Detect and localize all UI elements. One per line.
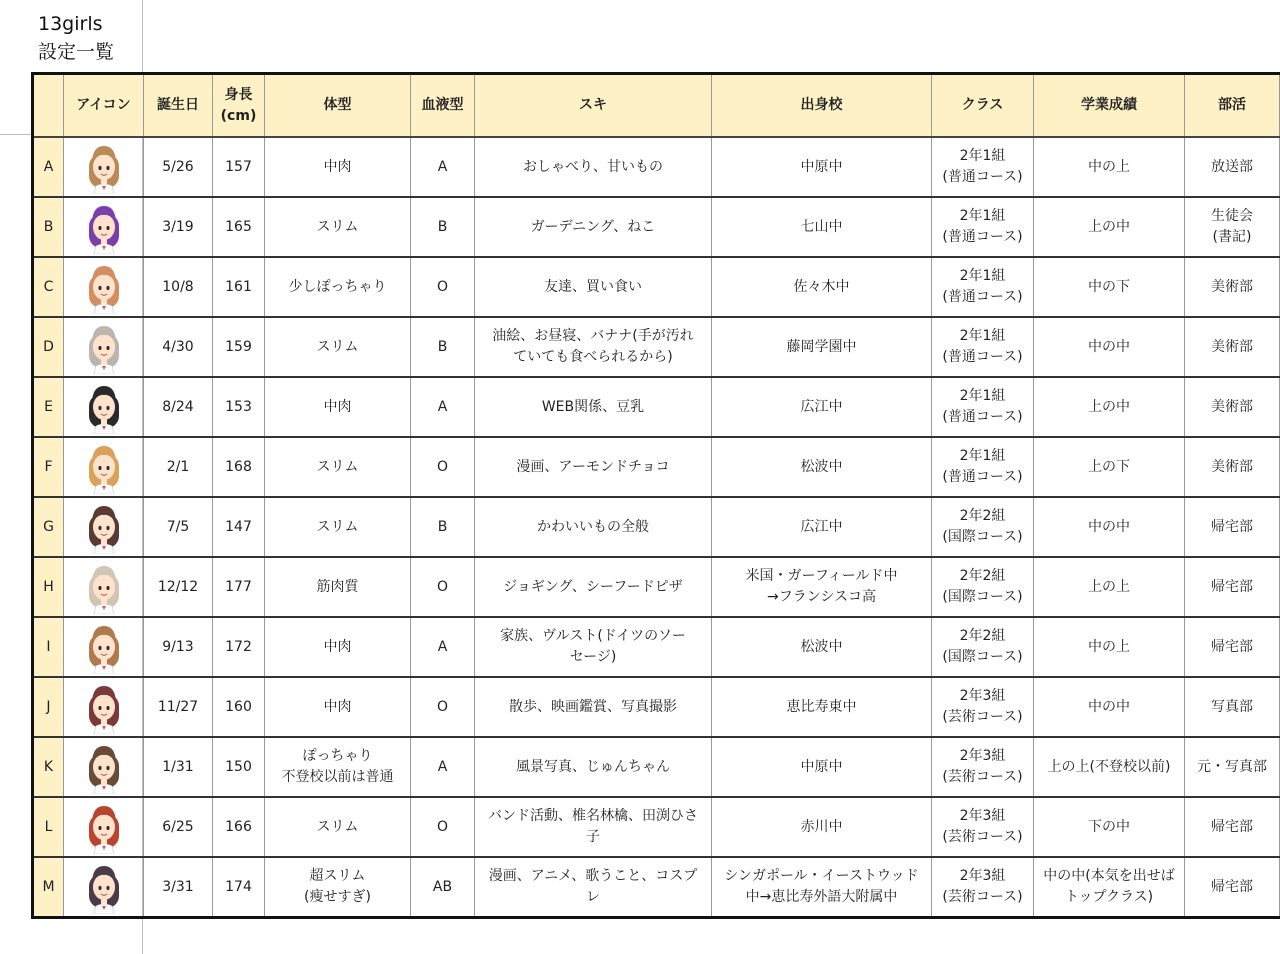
class-cell-line: 2年3組 bbox=[959, 688, 1006, 704]
header-birthday: 誕生日 bbox=[144, 74, 213, 138]
girl-k-avatar-icon bbox=[80, 740, 128, 794]
build-cell-line: 筋肉質 bbox=[316, 578, 359, 595]
height-cell: 177 bbox=[213, 557, 265, 617]
class-cell-line: 2年1組 bbox=[959, 328, 1006, 344]
likes-cell-line: 家族、ヴルスト(ドイツのソー bbox=[500, 628, 686, 644]
likes-cell bbox=[475, 137, 712, 197]
header-likes: スキ bbox=[475, 74, 712, 138]
class-cell bbox=[932, 737, 1034, 797]
class-cell-line: 2年3組 bbox=[959, 748, 1006, 764]
class-cell bbox=[932, 617, 1034, 677]
birthday-cell: 12/12 bbox=[144, 557, 213, 617]
likes-cell-line: レ bbox=[586, 889, 600, 905]
class-cell bbox=[932, 137, 1034, 197]
school-cell bbox=[712, 137, 932, 197]
grades-cell-line: 中の中 bbox=[1088, 698, 1130, 715]
grades-cell bbox=[1034, 797, 1185, 857]
grades-cell-line: 中の上 bbox=[1088, 158, 1130, 175]
grades-cell-line: トップクラス) bbox=[1064, 889, 1154, 905]
icon-cell bbox=[64, 497, 144, 557]
birthday-cell: 6/25 bbox=[144, 797, 213, 857]
school-cell bbox=[712, 257, 932, 317]
school-cell-line: 中原中 bbox=[800, 158, 843, 175]
class-cell-line: 2年1組 bbox=[959, 148, 1006, 164]
grades-cell-line: 中の中 bbox=[1088, 338, 1130, 355]
grades-cell-line: 中の中 bbox=[1088, 518, 1130, 535]
row-id-cell: L bbox=[33, 797, 64, 857]
row-id-cell: J bbox=[33, 677, 64, 737]
class-cell bbox=[932, 557, 1034, 617]
title-line-2: 設定一覧 bbox=[38, 41, 115, 63]
birthday-cell: 5/26 bbox=[144, 137, 213, 197]
blood-cell: O bbox=[411, 257, 475, 317]
school-cell-line: 広江中 bbox=[800, 398, 843, 415]
grades-cell bbox=[1034, 677, 1185, 737]
likes-cell bbox=[475, 437, 712, 497]
likes-cell bbox=[475, 317, 712, 377]
school-cell bbox=[712, 437, 932, 497]
class-cell-line: (普通コース) bbox=[942, 229, 1023, 245]
class-cell bbox=[932, 797, 1034, 857]
birthday-cell: 1/31 bbox=[144, 737, 213, 797]
build-cell-line: (痩せすぎ) bbox=[304, 889, 371, 905]
club-cell bbox=[1185, 257, 1280, 317]
class-cell bbox=[932, 857, 1034, 918]
blood-cell: B bbox=[411, 497, 475, 557]
table-row bbox=[33, 317, 1280, 377]
club-cell-line: 生徒会 bbox=[1211, 208, 1253, 224]
table-row bbox=[33, 617, 1280, 677]
class-cell bbox=[932, 497, 1034, 557]
school-cell bbox=[712, 197, 932, 257]
blood-cell: A bbox=[411, 617, 475, 677]
likes-cell-line: 漫画、アニメ、歌うこと、コスプ bbox=[488, 868, 698, 884]
class-cell bbox=[932, 437, 1034, 497]
school-cell-line: シンガポール・イーストウッド bbox=[724, 868, 919, 884]
club-cell-line: 美術部 bbox=[1211, 398, 1253, 415]
build-cell-line: スリム bbox=[316, 518, 359, 535]
build-cell bbox=[265, 197, 411, 257]
girl-d-avatar-icon bbox=[80, 320, 128, 374]
header-build: 体型 bbox=[265, 74, 411, 138]
icon-cell bbox=[64, 857, 144, 918]
blood-cell: AB bbox=[411, 857, 475, 918]
likes-cell-line: ガーデニング、ねこ bbox=[530, 218, 656, 235]
likes-cell-line: 友達、買い食い bbox=[544, 278, 642, 295]
height-cell: 147 bbox=[213, 497, 265, 557]
build-cell-line: スリム bbox=[316, 458, 359, 475]
header-icon: アイコン bbox=[64, 74, 144, 138]
club-cell-line: 美術部 bbox=[1211, 278, 1253, 295]
class-cell-line: (芸術コース) bbox=[942, 829, 1023, 845]
club-cell bbox=[1185, 497, 1280, 557]
class-cell bbox=[932, 317, 1034, 377]
girl-m-avatar-icon bbox=[80, 860, 128, 914]
school-cell-line: 松波中 bbox=[800, 458, 843, 475]
build-cell bbox=[265, 377, 411, 437]
build-cell-line: 超スリム bbox=[309, 868, 366, 884]
height-cell: 150 bbox=[213, 737, 265, 797]
build-cell bbox=[265, 317, 411, 377]
girl-i-avatar-icon bbox=[80, 620, 128, 674]
school-cell-line: 米国・ガーフィールド中 bbox=[745, 568, 898, 584]
build-cell-line: 中肉 bbox=[323, 638, 352, 655]
table-row bbox=[33, 377, 1280, 437]
likes-cell-line: バンド活動、椎名林檎、田渕ひさ bbox=[488, 808, 698, 824]
school-cell-line: 松波中 bbox=[800, 638, 843, 655]
row-id-cell: A bbox=[33, 137, 64, 197]
birthday-cell: 10/8 bbox=[144, 257, 213, 317]
grades-cell-line: 上の上 bbox=[1088, 578, 1130, 595]
club-cell-line: (書記) bbox=[1212, 229, 1252, 245]
header-grades: 学業成績 bbox=[1034, 74, 1185, 138]
table-row bbox=[33, 497, 1280, 557]
icon-cell bbox=[64, 257, 144, 317]
build-cell-line: 不登校以前は普通 bbox=[281, 769, 394, 785]
club-cell bbox=[1185, 617, 1280, 677]
header-height-line-1: 身長 bbox=[224, 86, 253, 103]
build-cell-line: スリム bbox=[316, 218, 359, 235]
header-row bbox=[33, 74, 1280, 138]
club-cell bbox=[1185, 557, 1280, 617]
girl-c-avatar-icon bbox=[80, 260, 128, 314]
school-cell bbox=[712, 317, 932, 377]
icon-cell bbox=[64, 617, 144, 677]
build-cell-line: スリム bbox=[316, 818, 359, 835]
likes-cell-line: 油絵、お昼寝、バナナ(手が汚れ bbox=[492, 328, 694, 344]
build-cell-line: スリム bbox=[316, 338, 359, 355]
build-cell bbox=[265, 737, 411, 797]
club-cell bbox=[1185, 737, 1280, 797]
class-cell-line: (芸術コース) bbox=[942, 709, 1023, 725]
likes-cell bbox=[475, 557, 712, 617]
grades-cell bbox=[1034, 197, 1185, 257]
club-cell bbox=[1185, 677, 1280, 737]
class-cell-line: 2年2組 bbox=[959, 628, 1006, 644]
likes-cell bbox=[475, 737, 712, 797]
blood-cell: B bbox=[411, 317, 475, 377]
title-line-1: 13girls bbox=[38, 13, 103, 35]
build-cell bbox=[265, 857, 411, 918]
class-cell-line: 2年3組 bbox=[959, 868, 1006, 884]
birthday-cell: 3/31 bbox=[144, 857, 213, 918]
likes-cell-line: 子 bbox=[586, 829, 600, 845]
grades-cell bbox=[1034, 737, 1185, 797]
class-cell-line: 2年2組 bbox=[959, 568, 1006, 584]
grades-cell bbox=[1034, 617, 1185, 677]
girl-e-avatar-icon bbox=[80, 380, 128, 434]
grades-cell bbox=[1034, 137, 1185, 197]
likes-cell-line: セージ) bbox=[569, 649, 617, 665]
row-id-cell: D bbox=[33, 317, 64, 377]
club-cell-line: 元・写真部 bbox=[1197, 758, 1267, 775]
row-id-cell: K bbox=[33, 737, 64, 797]
build-cell bbox=[265, 677, 411, 737]
club-cell-line: 放送部 bbox=[1211, 158, 1253, 175]
girl-f-avatar-icon bbox=[80, 440, 128, 494]
class-cell bbox=[932, 377, 1034, 437]
school-cell bbox=[712, 677, 932, 737]
club-cell-line: 写真部 bbox=[1211, 698, 1253, 715]
height-cell: 174 bbox=[213, 857, 265, 918]
height-cell: 160 bbox=[213, 677, 265, 737]
school-cell-line: 赤川中 bbox=[800, 818, 843, 835]
build-cell-line: 中肉 bbox=[323, 698, 352, 715]
likes-cell bbox=[475, 797, 712, 857]
table-row bbox=[33, 737, 1280, 797]
school-cell-line: →フランシスコ高 bbox=[767, 589, 876, 605]
grades-cell-line: 上の上(不登校以前) bbox=[1047, 758, 1171, 775]
girl-b-avatar-icon bbox=[80, 200, 128, 254]
table-row bbox=[33, 677, 1280, 737]
school-cell bbox=[712, 557, 932, 617]
icon-cell bbox=[64, 797, 144, 857]
row-id-cell: F bbox=[33, 437, 64, 497]
school-cell-line: 佐々木中 bbox=[793, 278, 850, 295]
school-cell bbox=[712, 797, 932, 857]
likes-cell-line: 散歩、映画鑑賞、写真撮影 bbox=[509, 698, 677, 715]
likes-cell-line: かわいいもの全般 bbox=[537, 518, 649, 535]
character-table bbox=[31, 72, 1280, 919]
build-cell-line: 少しぽっちゃり bbox=[288, 278, 387, 295]
blood-cell: O bbox=[411, 677, 475, 737]
likes-cell bbox=[475, 617, 712, 677]
build-cell bbox=[265, 437, 411, 497]
club-cell bbox=[1185, 797, 1280, 857]
girl-j-avatar-icon bbox=[80, 680, 128, 734]
icon-cell bbox=[64, 557, 144, 617]
row-id-cell: H bbox=[33, 557, 64, 617]
grades-cell bbox=[1034, 437, 1185, 497]
club-cell-line: 帰宅部 bbox=[1211, 818, 1253, 835]
row-id-cell: C bbox=[33, 257, 64, 317]
icon-cell bbox=[64, 677, 144, 737]
grades-cell bbox=[1034, 257, 1185, 317]
club-cell bbox=[1185, 197, 1280, 257]
grades-cell-line: 中の中(本気を出せば bbox=[1043, 868, 1175, 884]
school-cell bbox=[712, 377, 932, 437]
height-cell: 165 bbox=[213, 197, 265, 257]
blood-cell: A bbox=[411, 137, 475, 197]
height-cell: 157 bbox=[213, 137, 265, 197]
club-cell-line: 帰宅部 bbox=[1211, 578, 1253, 595]
sheet-row-gridline bbox=[0, 134, 34, 135]
row-id-cell: I bbox=[33, 617, 64, 677]
row-id-cell: G bbox=[33, 497, 64, 557]
blood-cell: O bbox=[411, 797, 475, 857]
sheet-title bbox=[38, 10, 114, 66]
club-cell bbox=[1185, 137, 1280, 197]
grades-cell-line: 上の中 bbox=[1088, 218, 1130, 235]
height-cell: 172 bbox=[213, 617, 265, 677]
build-cell-line: 中肉 bbox=[323, 158, 352, 175]
build-cell bbox=[265, 497, 411, 557]
class-cell-line: (芸術コース) bbox=[942, 889, 1023, 905]
class-cell-line: (普通コース) bbox=[942, 349, 1023, 365]
club-cell bbox=[1185, 377, 1280, 437]
birthday-cell: 11/27 bbox=[144, 677, 213, 737]
grades-cell bbox=[1034, 377, 1185, 437]
likes-cell bbox=[475, 257, 712, 317]
birthday-cell: 4/30 bbox=[144, 317, 213, 377]
club-cell-line: 美術部 bbox=[1211, 458, 1253, 475]
school-cell bbox=[712, 497, 932, 557]
build-cell bbox=[265, 797, 411, 857]
row-id-cell: M bbox=[33, 857, 64, 918]
build-cell bbox=[265, 557, 411, 617]
girl-g-avatar-icon bbox=[80, 500, 128, 554]
club-cell bbox=[1185, 317, 1280, 377]
birthday-cell: 9/13 bbox=[144, 617, 213, 677]
likes-cell-line: 漫画、アーモンドチョコ bbox=[516, 458, 670, 475]
icon-cell bbox=[64, 137, 144, 197]
row-id-cell: B bbox=[33, 197, 64, 257]
club-cell-line: 帰宅部 bbox=[1211, 638, 1253, 655]
header-height-line-2: (cm) bbox=[220, 107, 257, 124]
header-height bbox=[213, 74, 265, 138]
school-cell bbox=[712, 617, 932, 677]
grades-cell-line: 中の上 bbox=[1088, 638, 1130, 655]
likes-cell bbox=[475, 857, 712, 918]
likes-cell-line: WEB関係、豆乳 bbox=[541, 398, 645, 415]
row-id-cell: E bbox=[33, 377, 64, 437]
height-cell: 153 bbox=[213, 377, 265, 437]
icon-cell bbox=[64, 737, 144, 797]
birthday-cell: 3/19 bbox=[144, 197, 213, 257]
girl-h-avatar-icon bbox=[80, 560, 128, 614]
table-row bbox=[33, 857, 1280, 918]
class-cell-line: (普通コース) bbox=[942, 169, 1023, 185]
likes-cell bbox=[475, 197, 712, 257]
birthday-cell: 2/1 bbox=[144, 437, 213, 497]
birthday-cell: 8/24 bbox=[144, 377, 213, 437]
build-cell bbox=[265, 257, 411, 317]
grades-cell bbox=[1034, 557, 1185, 617]
class-cell bbox=[932, 197, 1034, 257]
club-cell bbox=[1185, 857, 1280, 918]
header-club: 部活 bbox=[1185, 74, 1280, 138]
blood-cell: B bbox=[411, 197, 475, 257]
club-cell-line: 美術部 bbox=[1211, 338, 1253, 355]
class-cell-line: 2年1組 bbox=[959, 268, 1006, 284]
birthday-cell: 7/5 bbox=[144, 497, 213, 557]
icon-cell bbox=[64, 437, 144, 497]
blood-cell: A bbox=[411, 737, 475, 797]
grades-cell bbox=[1034, 497, 1185, 557]
club-cell-line: 帰宅部 bbox=[1211, 878, 1253, 895]
club-cell-line: 帰宅部 bbox=[1211, 518, 1253, 535]
class-cell bbox=[932, 677, 1034, 737]
icon-cell bbox=[64, 197, 144, 257]
class-cell-line: 2年1組 bbox=[959, 448, 1006, 464]
likes-cell bbox=[475, 677, 712, 737]
build-cell bbox=[265, 617, 411, 677]
table-row bbox=[33, 797, 1280, 857]
icon-cell bbox=[64, 317, 144, 377]
table-row bbox=[33, 257, 1280, 317]
grades-cell-line: 上の下 bbox=[1088, 458, 1130, 475]
grades-cell-line: 上の中 bbox=[1088, 398, 1130, 415]
likes-cell bbox=[475, 377, 712, 437]
class-cell-line: (国際コース) bbox=[942, 649, 1023, 665]
table-row bbox=[33, 137, 1280, 197]
icon-cell bbox=[64, 377, 144, 437]
class-cell-line: 2年1組 bbox=[959, 388, 1006, 404]
build-cell bbox=[265, 137, 411, 197]
header-class: クラス bbox=[932, 74, 1034, 138]
class-cell bbox=[932, 257, 1034, 317]
header-blood: 血液型 bbox=[411, 74, 475, 138]
grades-cell-line: 下の中 bbox=[1088, 818, 1130, 835]
likes-cell-line: ていても食べられるから) bbox=[513, 349, 673, 365]
grades-cell-line: 中の下 bbox=[1088, 278, 1130, 295]
class-cell-line: 2年1組 bbox=[959, 208, 1006, 224]
school-cell-line: 恵比寿東中 bbox=[786, 698, 857, 715]
likes-cell bbox=[475, 497, 712, 557]
height-cell: 159 bbox=[213, 317, 265, 377]
header-school: 出身校 bbox=[712, 74, 932, 138]
table-row bbox=[33, 197, 1280, 257]
school-cell-line: 中原中 bbox=[800, 758, 843, 775]
table-row bbox=[33, 437, 1280, 497]
girl-a-avatar-icon bbox=[80, 140, 128, 194]
class-cell-line: 2年2組 bbox=[959, 508, 1006, 524]
school-cell-line: 七山中 bbox=[800, 218, 843, 235]
height-cell: 168 bbox=[213, 437, 265, 497]
class-cell-line: (国際コース) bbox=[942, 589, 1023, 605]
girl-l-avatar-icon bbox=[80, 800, 128, 854]
class-cell-line: (普通コース) bbox=[942, 469, 1023, 485]
grades-cell bbox=[1034, 857, 1185, 918]
class-cell-line: (国際コース) bbox=[942, 529, 1023, 545]
blood-cell: A bbox=[411, 377, 475, 437]
club-cell bbox=[1185, 437, 1280, 497]
school-cell-line: 広江中 bbox=[800, 518, 843, 535]
grades-cell bbox=[1034, 317, 1185, 377]
table-row bbox=[33, 557, 1280, 617]
class-cell-line: 2年3組 bbox=[959, 808, 1006, 824]
school-cell bbox=[712, 857, 932, 918]
blood-cell: O bbox=[411, 437, 475, 497]
class-cell-line: (普通コース) bbox=[942, 409, 1023, 425]
build-cell-line: ぽっちゃり bbox=[302, 748, 373, 764]
likes-cell-line: 風景写真、じゅんちゃん bbox=[516, 758, 670, 775]
school-cell-line: 藤岡学園中 bbox=[786, 338, 857, 355]
class-cell-line: (芸術コース) bbox=[942, 769, 1023, 785]
height-cell: 161 bbox=[213, 257, 265, 317]
height-cell: 166 bbox=[213, 797, 265, 857]
header-id bbox=[33, 74, 64, 138]
likes-cell-line: おしゃべり、甘いもの bbox=[523, 158, 663, 175]
school-cell-line: 中→恵比寿外語大附属中 bbox=[745, 889, 898, 905]
likes-cell-line: ジョギング、シーフードピザ bbox=[503, 578, 683, 595]
blood-cell: O bbox=[411, 557, 475, 617]
class-cell-line: (普通コース) bbox=[942, 289, 1023, 305]
school-cell bbox=[712, 737, 932, 797]
build-cell-line: 中肉 bbox=[323, 398, 352, 415]
